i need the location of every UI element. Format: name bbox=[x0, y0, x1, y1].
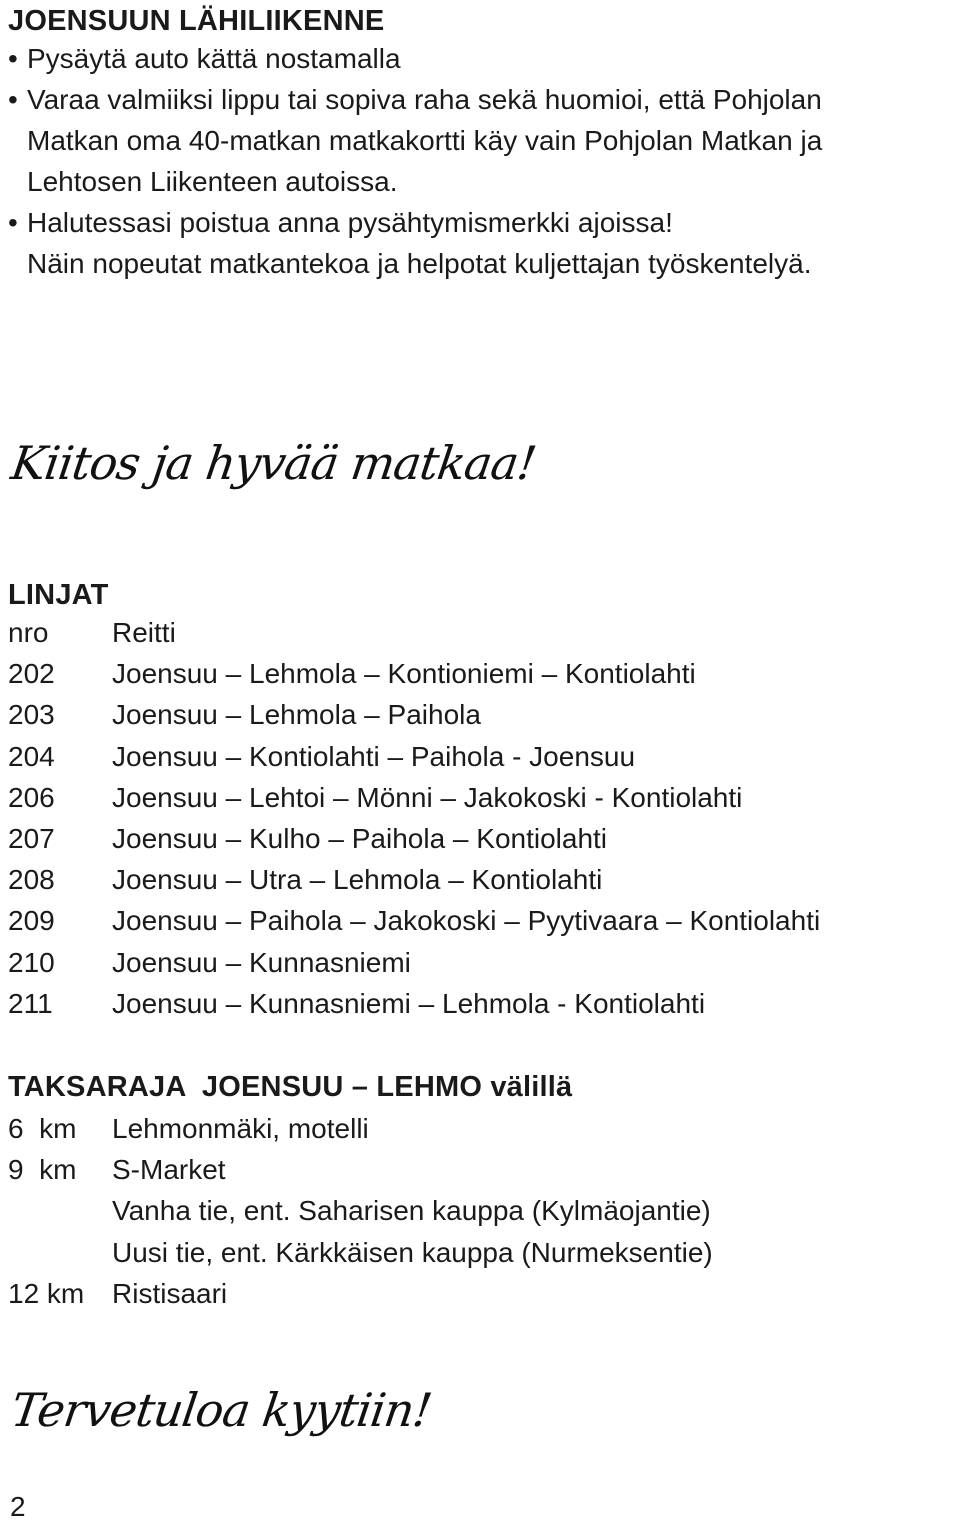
route-path: Joensuu – Lehmola – Kontioniemi – Kontiolahti bbox=[112, 658, 696, 690]
route-path: Joensuu – Kunnasniemi – Lehmola - Kontiolahti bbox=[112, 987, 706, 1019]
route-row bbox=[8, 777, 820, 818]
route-path: Joensuu – Utra – Lehmola – Kontiolahti bbox=[112, 864, 603, 896]
fare-row bbox=[8, 1190, 713, 1231]
route-path: Joensuu – Kontiolahti – Paihola - Joensuu bbox=[112, 740, 636, 772]
fare-distance: 9 km bbox=[8, 1154, 77, 1186]
fare-place: Lehmonmäki, motelli bbox=[112, 1113, 369, 1144]
lines-header-row bbox=[8, 612, 820, 653]
fare-distance: 12 km bbox=[8, 1277, 85, 1309]
instruction-text: Varaa valmiiksi lippu tai sopiva raha sekä huomioi, että Pohjolan bbox=[27, 84, 822, 115]
fare-row bbox=[8, 1149, 713, 1190]
instruction-text: Lehtosen Liikenteen autoissa. bbox=[27, 166, 398, 197]
closing-line: Näin nopeutat matkantekoa ja helpotat kuljettajan työskentelyä. bbox=[27, 248, 812, 279]
intro-section bbox=[8, 4, 822, 284]
fare-row bbox=[8, 1108, 713, 1149]
fare-row bbox=[8, 1273, 713, 1314]
route-number: 203 bbox=[8, 699, 55, 731]
route-path: Joensuu – Lehmola – Paihola bbox=[112, 699, 481, 731]
route-number: 207 bbox=[8, 823, 55, 855]
route-path: Joensuu – Paihola – Jakokoski – Pyytivaara – Kontiolahti bbox=[112, 905, 821, 937]
fare-place: Ristisaari bbox=[112, 1277, 228, 1309]
thanks-message: Kiitos ja hyvää matkaa! bbox=[8, 436, 539, 490]
column-header-route: Reitti bbox=[112, 617, 176, 648]
page-number: 2 bbox=[10, 1491, 26, 1522]
instruction-item bbox=[8, 38, 822, 79]
route-number: 211 bbox=[8, 987, 53, 1019]
instruction-list bbox=[8, 38, 822, 243]
fare-place: Vanha tie, ent. Saharisen kauppa (Kylmäojantie) bbox=[112, 1195, 711, 1227]
instruction-item bbox=[8, 202, 822, 243]
route-row bbox=[8, 900, 820, 941]
instruction-text: Pysäytä auto kättä nostamalla bbox=[27, 43, 401, 74]
fare-distance bbox=[8, 1190, 112, 1231]
route-number: 209 bbox=[8, 905, 55, 937]
bullet-icon: • bbox=[8, 84, 18, 115]
fare-distance: 6 km bbox=[8, 1113, 77, 1144]
welcome-message: Tervetuloa kyytiin! bbox=[8, 1383, 435, 1437]
route-path: Joensuu – Kunnasniemi bbox=[112, 946, 411, 978]
column-header-number: nro bbox=[8, 617, 49, 648]
instruction-item bbox=[8, 79, 822, 202]
fare-row bbox=[8, 1232, 713, 1273]
instruction-text: Halutessasi poistua anna pysähtymismerkki ajoissa! bbox=[27, 207, 673, 238]
route-row bbox=[8, 942, 820, 983]
route-number: 208 bbox=[8, 864, 55, 896]
route-number: 202 bbox=[8, 658, 55, 690]
lines-section bbox=[8, 578, 820, 1024]
route-number: 204 bbox=[8, 740, 55, 772]
fare-limit-title: TAKSARAJA JOENSUU – LEHMO välillä bbox=[8, 1071, 573, 1103]
intro-title: JOENSUUN LÄHILIIKENNE bbox=[8, 5, 385, 37]
route-row bbox=[8, 859, 820, 900]
route-row bbox=[8, 694, 820, 735]
instruction-text: Matkan oma 40-matkan matkakortti käy vain Pohjolan Matkan ja bbox=[27, 125, 823, 156]
fare-place: S-Market bbox=[112, 1154, 226, 1186]
fare-limit-section bbox=[8, 1070, 713, 1314]
fare-distance bbox=[8, 1232, 112, 1273]
bullet-icon: • bbox=[8, 207, 18, 238]
fare-place: Uusi tie, ent. Kärkkäisen kauppa (Nurmeksentie) bbox=[112, 1236, 713, 1268]
lines-title: LINJAT bbox=[8, 579, 109, 611]
route-row bbox=[8, 983, 820, 1024]
bullet-icon: • bbox=[8, 43, 18, 74]
route-number: 210 bbox=[8, 946, 55, 978]
route-path: Joensuu – Lehtoi – Mönni – Jakokoski - Kontiolahti bbox=[112, 781, 743, 813]
route-path: Joensuu – Kulho – Paihola – Kontiolahti bbox=[112, 823, 608, 855]
route-row bbox=[8, 818, 820, 859]
route-row bbox=[8, 653, 820, 694]
route-row bbox=[8, 736, 820, 777]
route-number: 206 bbox=[8, 781, 55, 813]
